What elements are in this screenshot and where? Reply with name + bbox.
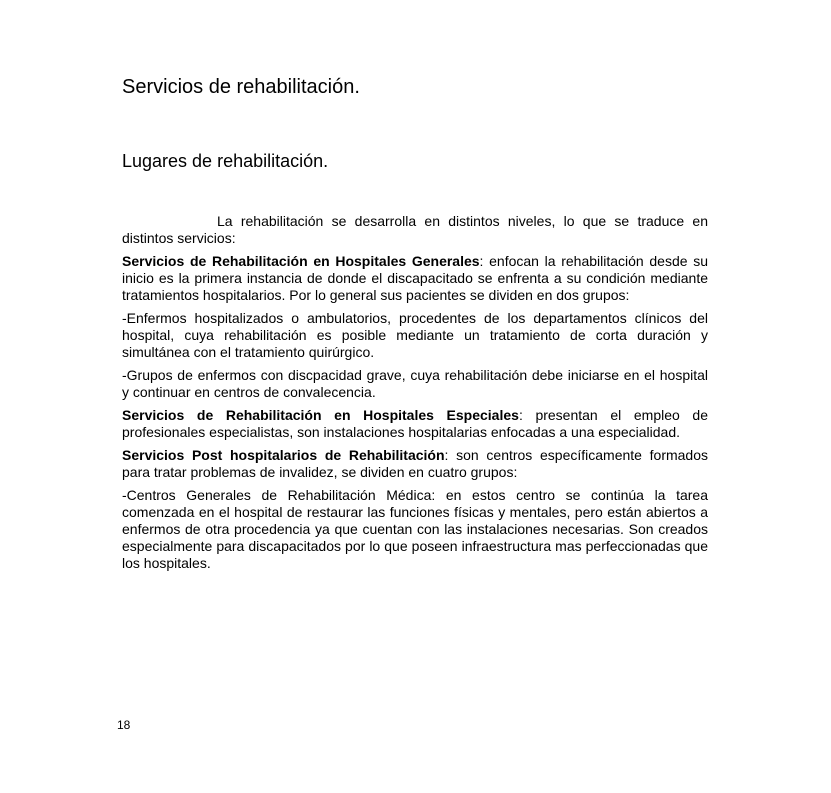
post-text: : son centros específicamente formados para tratar problemas de invalidez, se dividen en cuatro grupos: bbox=[122, 447, 709, 480]
generales-heading: Servicios de Rehabilitación en Hospitales Generales bbox=[122, 253, 480, 269]
grupo1-paragraph: -Enfermos hospitalizados o ambulatorios, procedentes de los departamentos clínicos del hospital, cuya rehabilitación es posible mediante un tratamiento de corta duración y simultánea con el tratamiento quirúrgico. bbox=[122, 310, 708, 360]
grupo2-paragraph: -Grupos de enfermos con discpacidad grave, cuya rehabilitación debe iniciarse en el hospital y continuar en centros de convalecencia. bbox=[122, 367, 708, 400]
generales-text: : enfocan la rehabilitación desde su inicio es la primera instancia de donde el discapacitado se enfrenta a su condición mediante tratamientos hospitalarios. Por lo general sus pacientes se dividen en dos grupos: bbox=[122, 253, 708, 303]
page-title: Servicios de rehabilitación. bbox=[122, 76, 360, 98]
post-paragraph bbox=[122, 447, 708, 481]
especiales-heading: Servicios de Rehabilitación en Hospitales Especiales bbox=[122, 407, 519, 423]
especiales-text: : presentan el empleo de profesionales especialistas, son instalaciones hospitalarias enfocadas a una especialidad. bbox=[122, 407, 708, 440]
generales-paragraph bbox=[122, 253, 708, 304]
especiales-paragraph bbox=[122, 407, 708, 441]
post-heading: Servicios Post hospitalarios de Rehabilitación bbox=[122, 447, 445, 463]
intro-paragraph: La rehabilitación se desarrolla en distintos niveles, lo que se traduce en distintos servicios: bbox=[122, 213, 708, 246]
body-text bbox=[122, 213, 708, 578]
centros-paragraph: -Centros Generales de Rehabilitación Médica: en estos centro se continúa la tarea comenzada en el hospital de restaurar las funciones físicas y mentales, pero están abiertos a enfermos de otra procedencia ya que cuentan con las instalaciones necesarias. Son creados especialmente para discapacitados por lo que poseen infraestructura mas perfeccionadas que los hospitales. bbox=[122, 487, 708, 571]
section-subtitle: Lugares de rehabilitación. bbox=[122, 151, 329, 171]
page-number: 18 bbox=[117, 718, 131, 732]
